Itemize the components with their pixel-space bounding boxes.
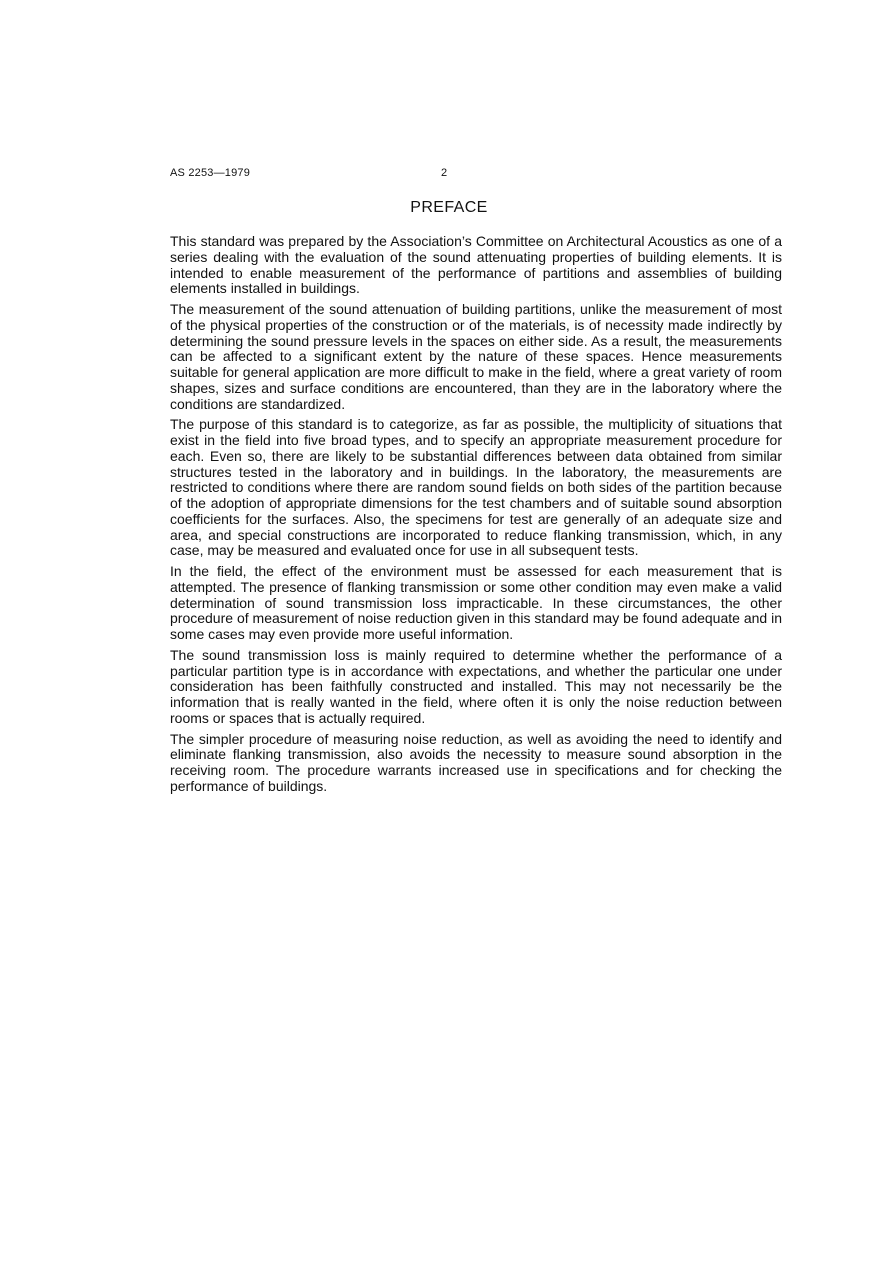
paragraph-6: The simpler procedure of measuring noise reduction, as well as avoiding the need to identify and eliminate flanking transmission, also avoids the necessity to measure sound absorption in the receiving room. The procedure warrants increased use in specifications and for checking the performance of buildings.: [170, 730, 782, 794]
paragraph-4: In the field, the effect of the environment must be assessed for each measurement that is attempted. The presence of flanking transmission or some other condition may even make a valid determination of sound transmission loss impracticable. In these circumstances, the other procedure of measurement of noise reduction given in this standard may be found adequate and in some cases may even provide more useful information.: [170, 563, 782, 642]
paragraph-1: This standard was prepared by the Association’s Committee on Architectural Acoustics as one of a series dealing with the evaluation of the sound attenuating properties of building elements. It is intended to enable measurement of the performance of partitions and assemblies of building elements installed in buildings.: [170, 233, 782, 297]
paragraph-2: The measurement of the sound attenuation of building partitions, unlike the measurement of most of the physical properties of the construction or of the materials, is of necessity made indirectly by determining the sound pressure levels in the spaces on either side. As a result, the measurements can be affected to a significant extent by the nature of these spaces. Hence measurements suitable for general application are more difficult to make in the field, where a great variety of room shapes, sizes and surface conditions are encountered, than they are in the laboratory where the conditions are standardized.: [170, 301, 782, 412]
preface-body: [170, 234, 782, 800]
page-number: 2: [441, 167, 448, 179]
paragraph-3: The purpose of this standard is to categorize, as far as possible, the multiplicity of situations that exist in the field into five broad types, and to specify an appropriate measurement procedure for each. Even so, there are likely to be substantial differences between data obtained from similar structures tested in the laboratory and in buildings. In the laboratory, the measurements are restricted to conditions where there are random sound fields on both sides of the partition because of the adoption of appropriate dimensions for the test chambers and of suitable sound absorption coefficients for the surfaces. Also, the specimens for test are generally of an adequate size and area, and special constructions are incorporated to reduce flanking transmission, which, in any case, may be measured and evaluated once for use in all subsequent tests.: [170, 416, 782, 559]
standard-id-header: AS 2253—1979: [170, 167, 251, 179]
paragraph-5: The sound transmission loss is mainly required to determine whether the performance of a particular partition type is in accordance with expectations, and whether the particular one under consideration has been faithfully constructed and installed. This may not necessarily be the information that is really wanted in the field, where often it is only the noise reduction between rooms or spaces that is actually required.: [170, 646, 782, 726]
page-title: PREFACE: [410, 199, 488, 216]
